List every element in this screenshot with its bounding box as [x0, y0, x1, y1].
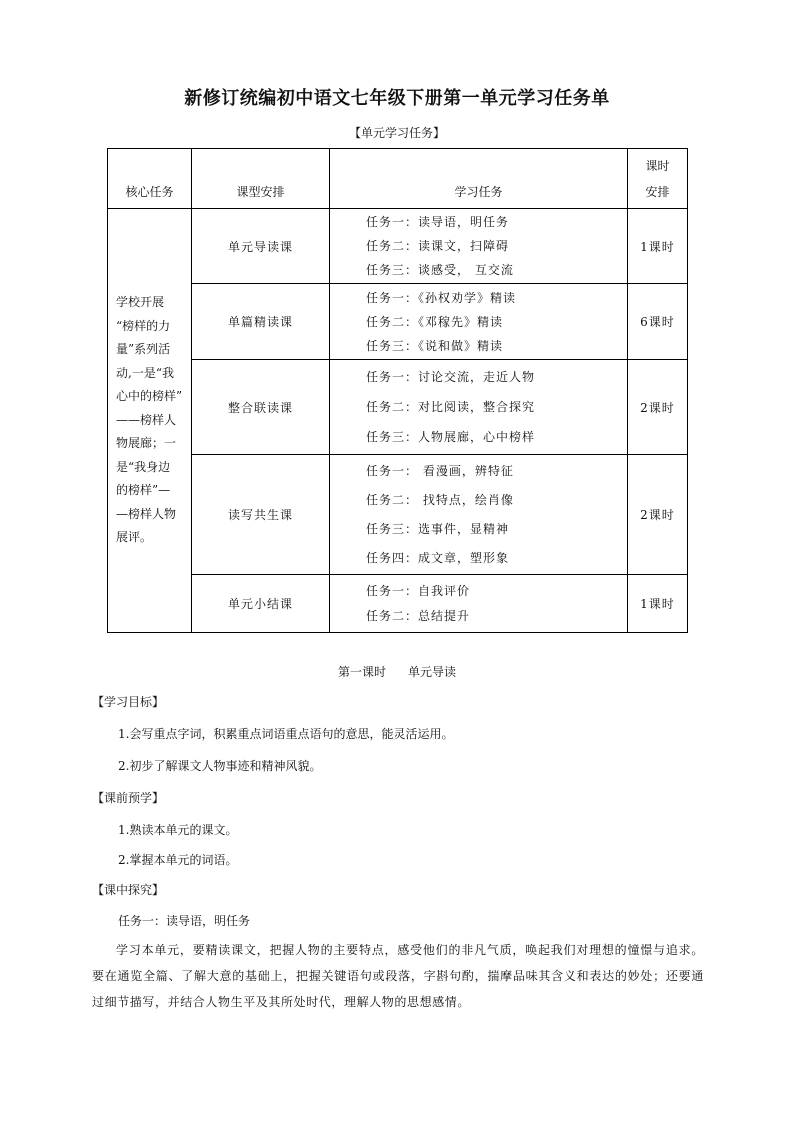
header-course-type: 课型安排	[192, 149, 330, 209]
task-item: 任务二： 找特点，绘肖像	[366, 492, 514, 507]
task-item: 任务一：《孙权劝学》精读	[366, 290, 517, 305]
table-header-row	[108, 149, 688, 209]
task-item: 任务二：总结提升	[366, 608, 471, 623]
header-hours-line2: 安排	[645, 184, 670, 199]
task1-paragraph: 学习本单元，要精读课文，把握人物的主要特点，感受他们的非凡气质，唤起我们对理想的憧憬与追求。要在通览全篇、了解大意的基础上，把握关键语句或段落，字斟句酌，揣摩品味其含义和表达的妙处；还要通过细节描写，并结合人物生平及其所处时代，理解人物的思想感情。	[92, 943, 704, 1009]
class-hours-cell: 1课时	[628, 575, 688, 633]
lesson-name: 单元导读	[408, 665, 457, 679]
course-type-cell: 单元小结课	[192, 575, 330, 633]
course-type-cell: 单元导读课	[192, 209, 330, 284]
unit-task-table	[107, 148, 688, 633]
core-task-line: 动,一是“我	[116, 365, 174, 380]
task-item: 任务二：对比阅读，整合探究	[366, 400, 536, 414]
preview-item: 1.熟读本单元的课文。	[118, 823, 238, 837]
preview-heading: 【课前预学】	[92, 791, 165, 805]
core-task-line: 心中的榜样”	[116, 389, 183, 404]
core-task-line: —榜样人物	[116, 506, 177, 521]
objectives-heading: 【学习目标】	[92, 695, 165, 709]
core-task-line: “榜样的力	[116, 318, 171, 333]
core-task-line: 是“我身边	[116, 459, 171, 474]
class-hours-cell: 1课时	[628, 209, 688, 284]
explore-heading: 【课中探究】	[92, 883, 165, 897]
section-label: 【单元学习任务】	[348, 126, 445, 140]
class-hours-cell: 2课时	[628, 455, 688, 575]
table-row	[108, 209, 688, 284]
objective-item: 1.会写重点字词，积累重点词语重点语句的意思，能灵活运用。	[118, 727, 454, 741]
task-item: 任务一： 看漫画，辨特征	[366, 463, 514, 478]
task1-heading: 任务一：读导语，明任务	[118, 914, 251, 928]
document-title: 新修订统编初中语文七年级下册第一单元学习任务单	[184, 88, 610, 109]
course-type-cell: 单篇精读课	[192, 284, 330, 360]
course-type-cell: 读写共生课	[192, 455, 330, 575]
objective-item: 2.初步了解课文人物事迹和精神风貌。	[118, 759, 322, 773]
task-item: 任务三：选事件，显精神	[366, 521, 510, 536]
core-task-cell	[108, 209, 192, 633]
task-item: 任务一：读导语，明任务	[366, 215, 510, 229]
header-learning-tasks: 学习任务	[330, 149, 628, 209]
lesson-number: 第一课时	[337, 665, 386, 679]
core-task-line: 展评。	[116, 530, 153, 545]
header-class-hours	[628, 149, 688, 209]
learning-tasks-cell	[330, 360, 628, 455]
learning-tasks-cell	[330, 284, 628, 360]
task-item: 任务一：自我评价	[366, 583, 471, 598]
learning-tasks-cell	[330, 209, 628, 284]
table-row	[108, 455, 688, 575]
task-item: 任务三：《说和做》精读	[366, 338, 504, 353]
task-item: 任务一：讨论交流，走近人物	[366, 370, 536, 384]
task-item: 任务三：谈感受， 互交流	[366, 263, 514, 277]
course-type-cell: 整合联读课	[192, 360, 330, 455]
task-item: 任务二：读课文，扫障碍	[366, 239, 510, 253]
preview-item: 2.掌握本单元的词语。	[118, 853, 238, 867]
core-task-line: 物展廊；一	[116, 436, 177, 451]
task-item: 任务四：成文章，塑形象	[366, 550, 510, 565]
header-hours-line1: 课时	[645, 158, 670, 173]
class-hours-cell: 6课时	[628, 284, 688, 360]
learning-tasks-cell	[330, 575, 628, 633]
table-row	[108, 284, 688, 360]
table-row	[108, 360, 688, 455]
core-task-line: 学校开展	[116, 295, 165, 310]
class-hours-cell: 2课时	[628, 360, 688, 455]
core-task-line: 量”系列活	[116, 342, 171, 357]
lesson-title	[0, 663, 794, 680]
header-core-task: 核心任务	[108, 149, 192, 209]
core-task-line: 的榜样”—	[116, 483, 171, 498]
core-task-line: ——榜样人	[116, 412, 177, 427]
task-item: 任务二：《邓稼先》精读	[366, 314, 504, 329]
task-item: 任务三：人物展廊，心中榜样	[366, 430, 536, 444]
learning-tasks-cell	[330, 455, 628, 575]
table-row	[108, 575, 688, 633]
